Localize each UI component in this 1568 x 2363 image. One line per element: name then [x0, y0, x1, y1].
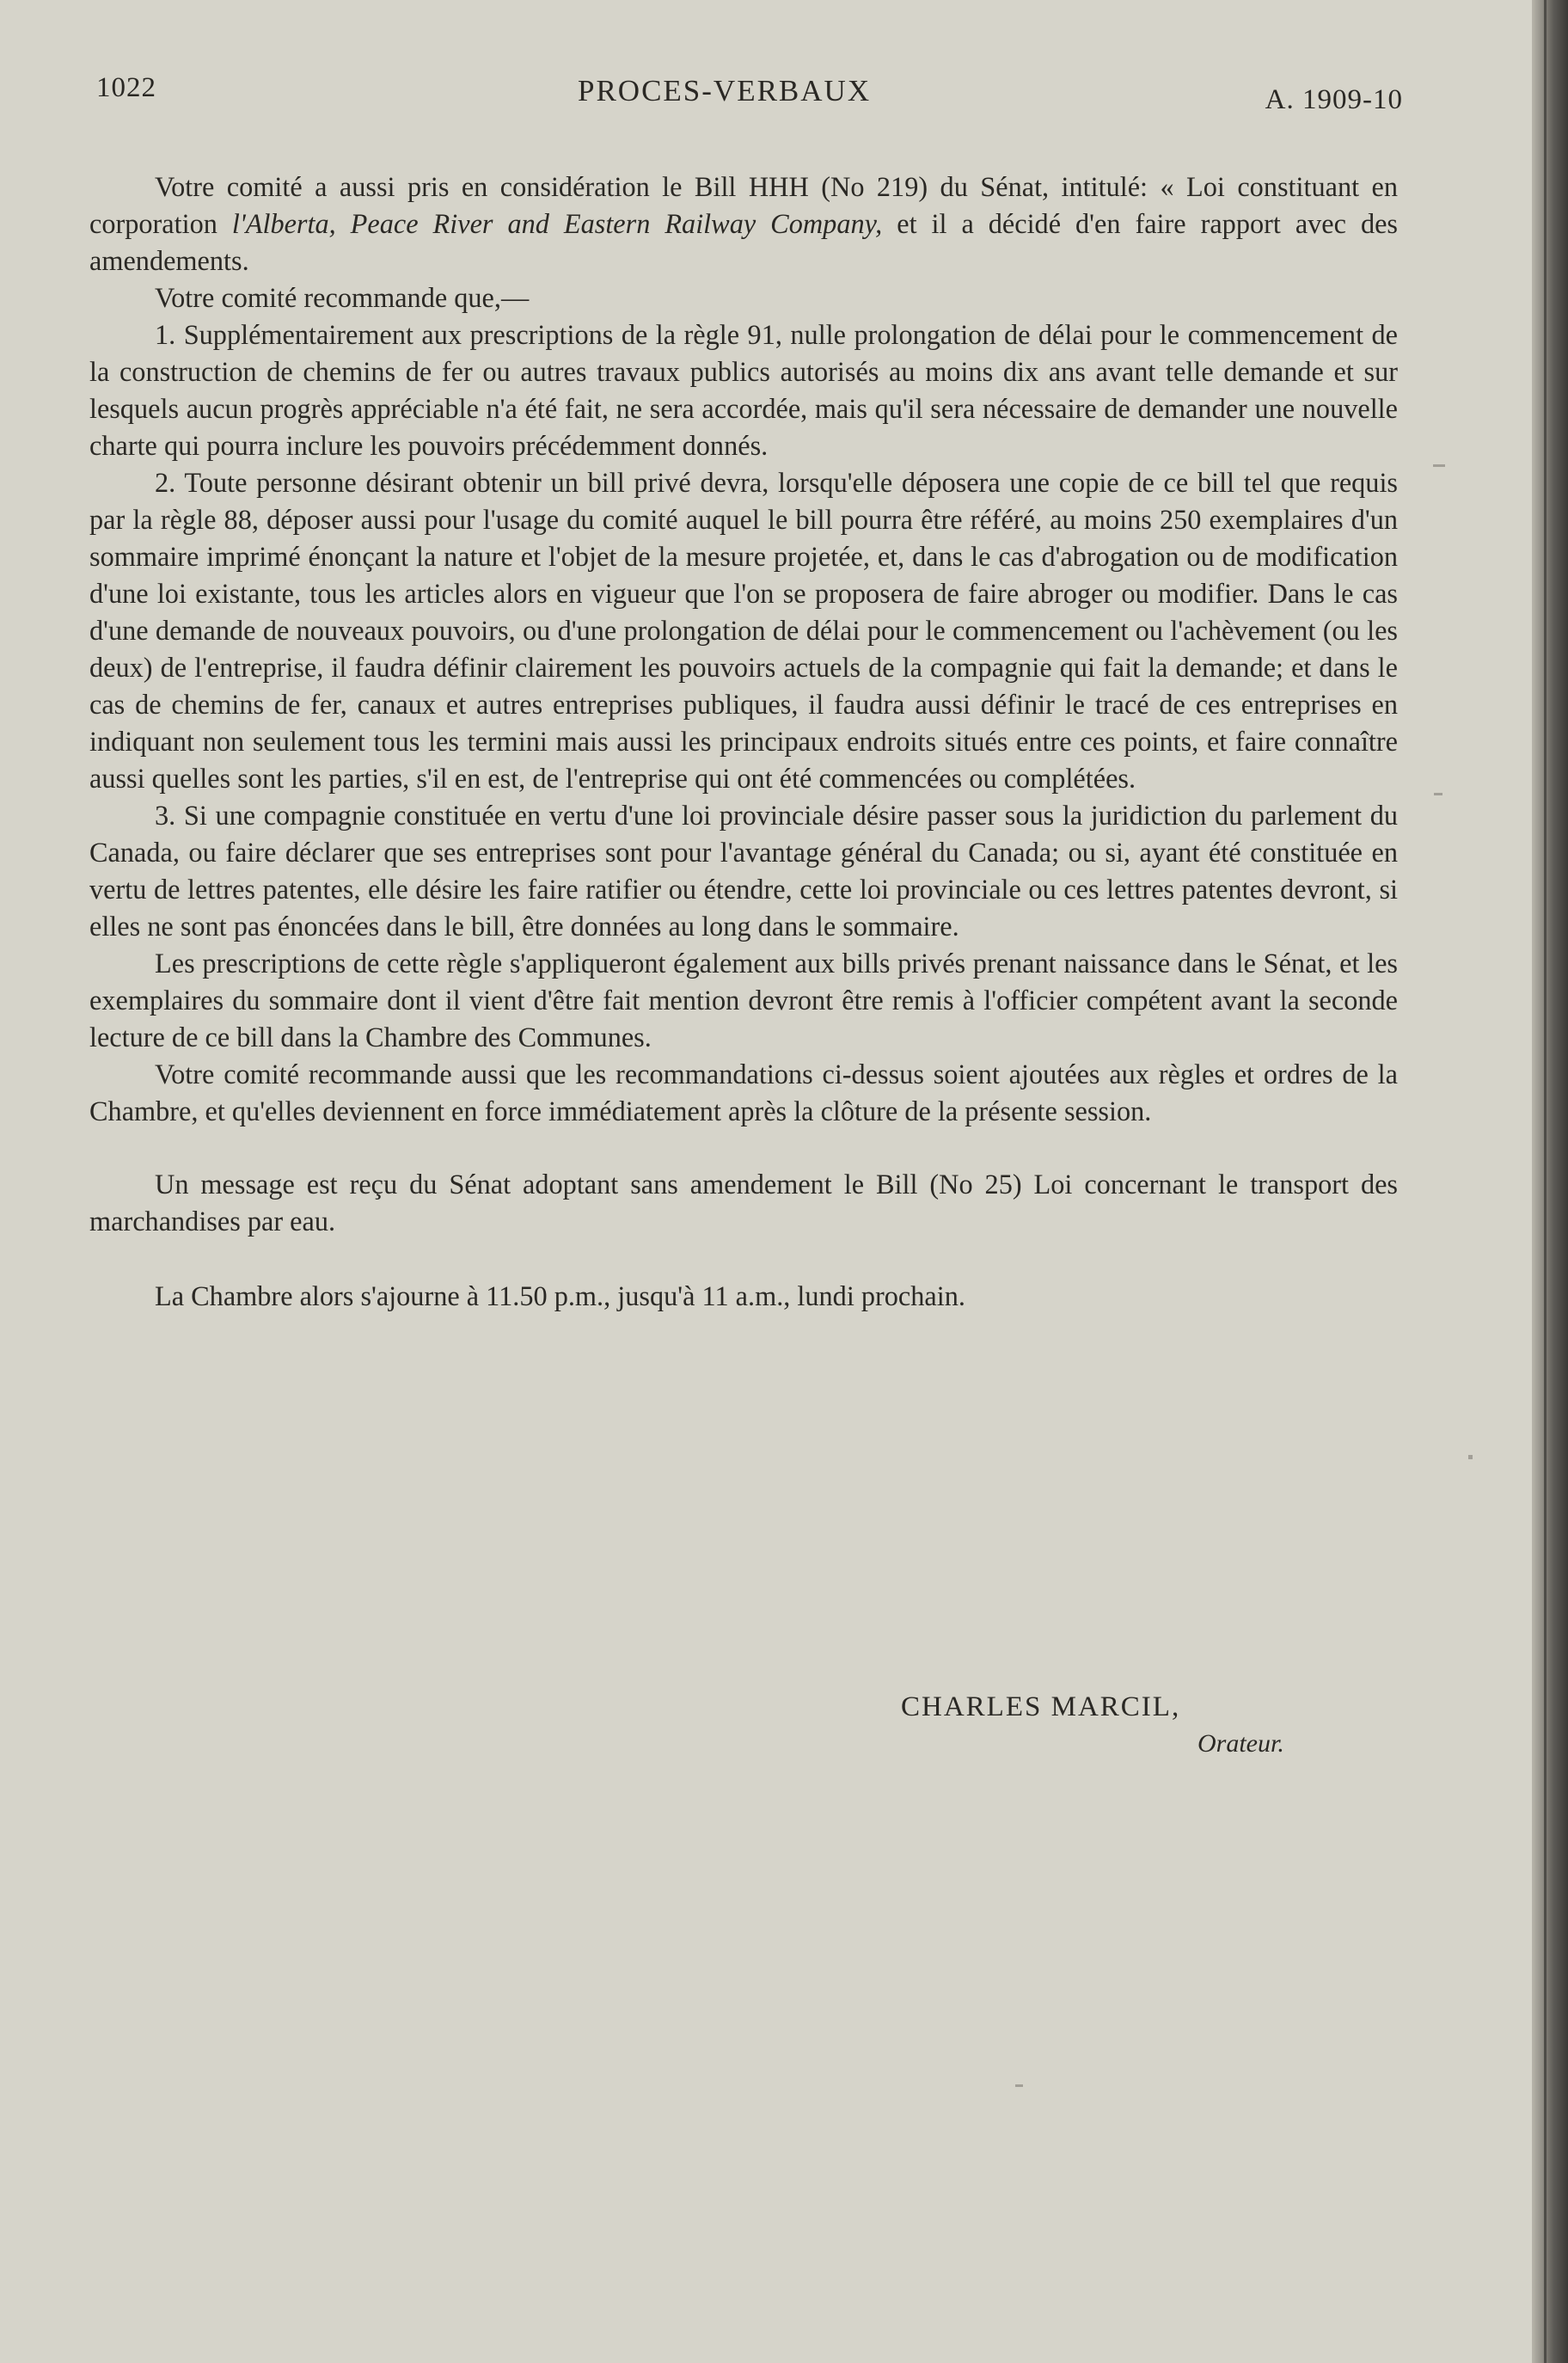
signature-block — [901, 1687, 1348, 1761]
paragraph-senate-bills: Les prescriptions de cette règle s'appliqueront également aux bills privés prenant naissance dans le Sénat, et les exemplaires du sommaire dont il vient d'être fait mention devront être remis à l'officier compétent avant la seconde lecture de ce bill dans la Chambre des Communes. — [89, 948, 1398, 1053]
speaker-title: Orateur. — [1197, 1729, 1284, 1758]
paragraph-senate-message: Un message est reçu du Sénat adoptant sans amendement le Bill (No 25) Loi concernant le transport des marchandises par eau. — [89, 1169, 1398, 1237]
running-title: PROCES-VERBAUX — [578, 74, 872, 107]
speaker-name: CHARLES MARCIL, — [901, 1691, 1181, 1722]
paper-speck — [1434, 793, 1442, 795]
page-number: 1022 — [96, 72, 156, 103]
company-name-italic: l'Alberta, Peace River and Eastern Railway Company, — [231, 208, 883, 239]
document-body — [89, 169, 1398, 1315]
paper-speck — [1433, 464, 1445, 467]
session-year: A. 1909-10 — [1265, 84, 1403, 115]
paragraph-recommendation-adopt: Votre comité recommande aussi que les recommandations ci-dessus soient ajoutées aux règles et ordres de la Chambre, et qu'elles deviennent en force immédiatement après la clôture de la présente session. — [89, 1059, 1398, 1126]
paragraph-rule-2: 2. Toute personne désirant obtenir un bill privé devra, lorsqu'elle déposera une copie de ce bill tel que requis par la règle 88, déposer aussi pour l'usage du comité auquel le bill pourra être référé, au moins 250 exemplaires d'un sommaire imprimé énonçant la nature et l'objet de la mesure projetée, et, dans le cas d'abrogation ou de modification d'une loi existante, tous les articles alors en vigueur que l'on se proposera de faire abroger ou modifier. Dans le cas d'une demande de nouveaux pouvoirs, ou d'une prolongation de délai pour le commencement ou l'achèvement (ou les deux) de l'entreprise, il faudra définir clairement les pouvoirs actuels de la compagnie qui fait la demande; et dans le cas de chemins de fer, canaux et autres entreprises publiques, il faudra aussi définir le tracé de ces entreprises en indiquant non seulement tous les termini mais aussi les principaux endroits situés entre ces points, et faire connaître aussi quelles sont les parties, s'il en est, de l'entreprise qui ont été commencées ou complétées. — [89, 467, 1398, 794]
paper-speck — [1468, 1455, 1473, 1459]
paragraph-adjournment: La Chambre alors s'ajourne à 11.50 p.m., jusqu'à 11 a.m., lundi prochain. — [155, 1280, 965, 1311]
book-spine-edge — [1532, 0, 1568, 2363]
paragraph-bill-hhh-start: Votre comité a aussi pris en considération le Bill HHH (No 219) du Sénat, intitulé: « Loi constituant en corporation — [89, 171, 1398, 239]
paragraph-bill-hhh-end: et il a décidé d'en faire rapport avec des amendements. — [89, 208, 1399, 276]
paper-speck — [1015, 2084, 1023, 2087]
book-spine-line — [1544, 0, 1547, 2363]
paragraph-bill-hhh — [89, 169, 1398, 279]
paragraph-recommendation-intro: Votre comité recommande que,— — [155, 282, 530, 313]
page-header — [96, 72, 1403, 115]
paragraph-rule-3: 3. Si une compagnie constituée en vertu d'une loi provinciale désire passer sous la juridiction du parlement du Canada, ou faire déclarer que ses entreprises sont pour l'avantage général du Canada; ou si, ayant été constituée en vertu de lettres patentes, elle désire les faire ratifier ou étendre, cette loi provinciale ou ces lettres patentes devront, si elles ne sont pas énoncées dans le bill, être données au long dans le sommaire. — [89, 800, 1398, 942]
paragraph-rule-1: 1. Supplémentairement aux prescriptions de la règle 91, nulle prolongation de délai pour le commencement de la construction de chemins de fer ou autres travaux publics autorisés au moins dix ans avant telle demande et sur lesquels aucun progrès appréciable n'a été fait, ne sera accordée, mais qu'il sera nécessaire de demander une nouvelle charte qui pourra inclure les pouvoirs précédemment donnés. — [89, 319, 1398, 461]
